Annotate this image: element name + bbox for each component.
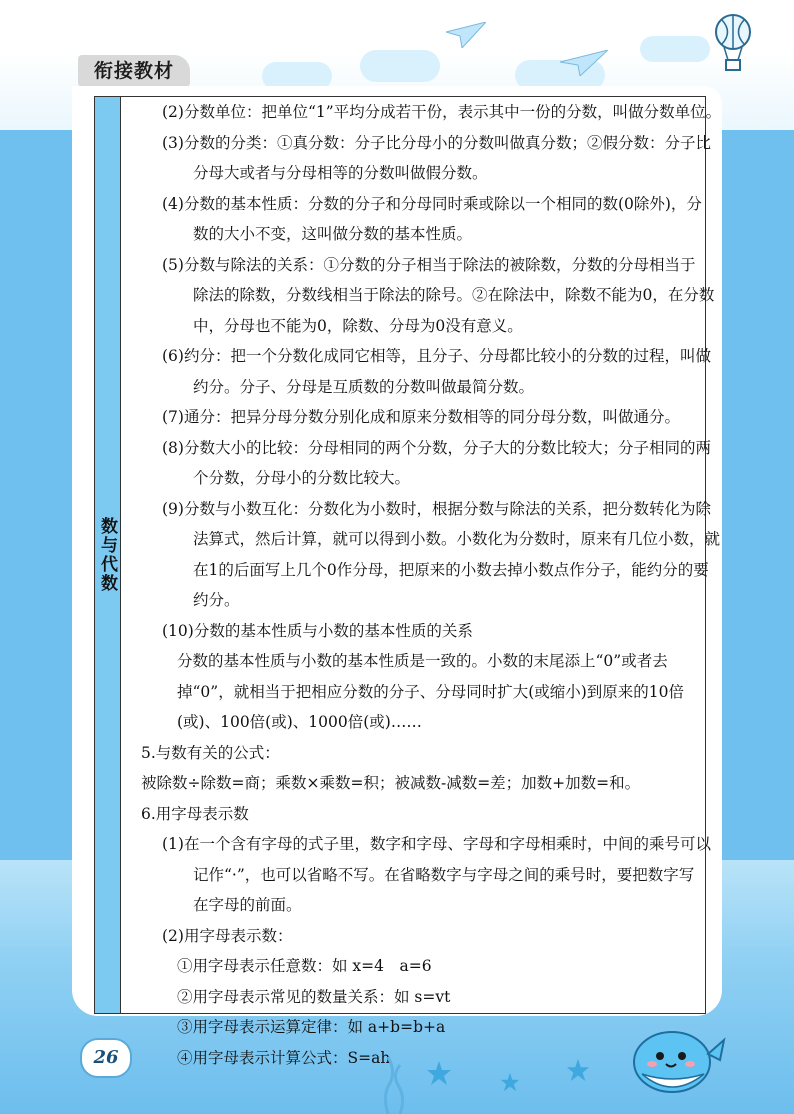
cloud-decoration	[640, 36, 710, 62]
text-line: ②用字母表示常见的数量关系：如 s=vt	[177, 987, 451, 1006]
hot-air-balloon-icon	[712, 14, 754, 72]
text-line: 在1的后面写上几个0作分母，把原来的小数去掉小数点作分子，能约分的要	[193, 560, 709, 579]
whale-icon	[630, 1018, 726, 1098]
page-number: 26	[80, 1038, 132, 1078]
text-line: (5)分数与除法的关系：①分数的分子相当于除法的被除数，分数的分母相当于	[162, 255, 696, 274]
text-line: ③用字母表示运算定律：如 a+b=b+a	[177, 1018, 446, 1036]
text-line: ④用字母表示计算公式：S=ah	[177, 1048, 391, 1067]
text-line: 在字母的前面。	[193, 896, 302, 914]
text-line: 掉“0”，就相当于把相应分数的分子、分母同时扩大(或缩小)到原来的10倍	[177, 682, 685, 701]
text-line: (1)在一个含有字母的式子里，数字和字母、字母和字母相乘时，中间的乘号可以	[162, 835, 711, 853]
text-line: 中，分母也不能为0，除数、分母为0没有意义。	[193, 316, 523, 335]
paper-plane-icon	[560, 50, 608, 76]
text-line: (9)分数与小数互化：分数化为小数时，根据分数与除法的关系，把分数转化为除	[162, 499, 711, 518]
text-line: (10)分数的基本性质与小数的基本性质的关系	[162, 621, 473, 640]
content-body	[121, 97, 731, 1067]
starfish-icon	[426, 1060, 452, 1086]
text-line: (3)分数的分类：①真分数：分子比分母小的分数叫做真分数；②假分数：分子比	[162, 133, 711, 152]
text-line: (7)通分：把异分母分数分别化成和原来分数相等的同分母分数，叫做通分。	[162, 408, 680, 426]
cloud-decoration	[360, 50, 440, 82]
seaweed-icon	[380, 1055, 410, 1114]
text-line: 除法的除数，分数线相当于除法的除号。②在除法中，除数不能为0，在分数	[193, 286, 715, 304]
text-line: (或)、100倍(或)、1000倍(或)……	[177, 713, 422, 731]
text-line: 6.用字母表示数	[141, 804, 249, 823]
text-line: (6)约分：把一个分数化成同它相等，且分子、分母都比较小的分数的过程，叫做	[162, 347, 711, 365]
paper-plane-icon	[446, 22, 486, 48]
text-line: 个分数，分母小的分数比较大。	[193, 469, 411, 487]
side-column	[95, 97, 121, 1013]
text-line: 5.与数有关的公式：	[141, 743, 280, 762]
text-line: 约分。分子、分母是互质数的分数叫做最简分数。	[193, 377, 535, 396]
text-line: 记作“·”，也可以省略不写。在省略数字与字母之间的乘号时，要把数字写	[193, 865, 695, 884]
text-line: 法算式，然后计算，就可以得到小数。小数化为分数时，原来有几位小数，就	[193, 530, 721, 548]
starfish-icon	[500, 1072, 520, 1092]
section-label: 数与代数	[97, 517, 117, 593]
text-line: 数的大小不变，这叫做分数的基本性质。	[193, 225, 473, 243]
header-tag: 衔接教材	[78, 55, 190, 87]
text-line: (2)用字母表示数：	[162, 926, 293, 945]
text-line: ①用字母表示任意数：如 x=4 a=6	[177, 957, 432, 975]
text-line: (4)分数的基本性质：分数的分子和分母同时乘或除以一个相同的数(0除外)，分	[162, 194, 702, 213]
text-line: 约分。	[193, 591, 240, 609]
text-line: (2)分数单位：把单位“1”平均分成若干份，表示其中一份的分数，叫做分数单位。	[162, 103, 722, 121]
starfish-icon	[566, 1058, 590, 1082]
text-line: (8)分数大小的比较：分母相同的两个分数，分子大的分数比较大；分子相同的两	[162, 438, 711, 457]
text-line: 分数的基本性质与小数的基本性质是一致的。小数的末尾添上“0”或者去	[177, 652, 668, 670]
text-line: 分母大或者与分母相等的分数叫做假分数。	[193, 164, 488, 182]
text-line: 被除数÷除数=商；乘数×乘数=积；被减数-减数=差；加数+加数=和。	[141, 774, 641, 792]
